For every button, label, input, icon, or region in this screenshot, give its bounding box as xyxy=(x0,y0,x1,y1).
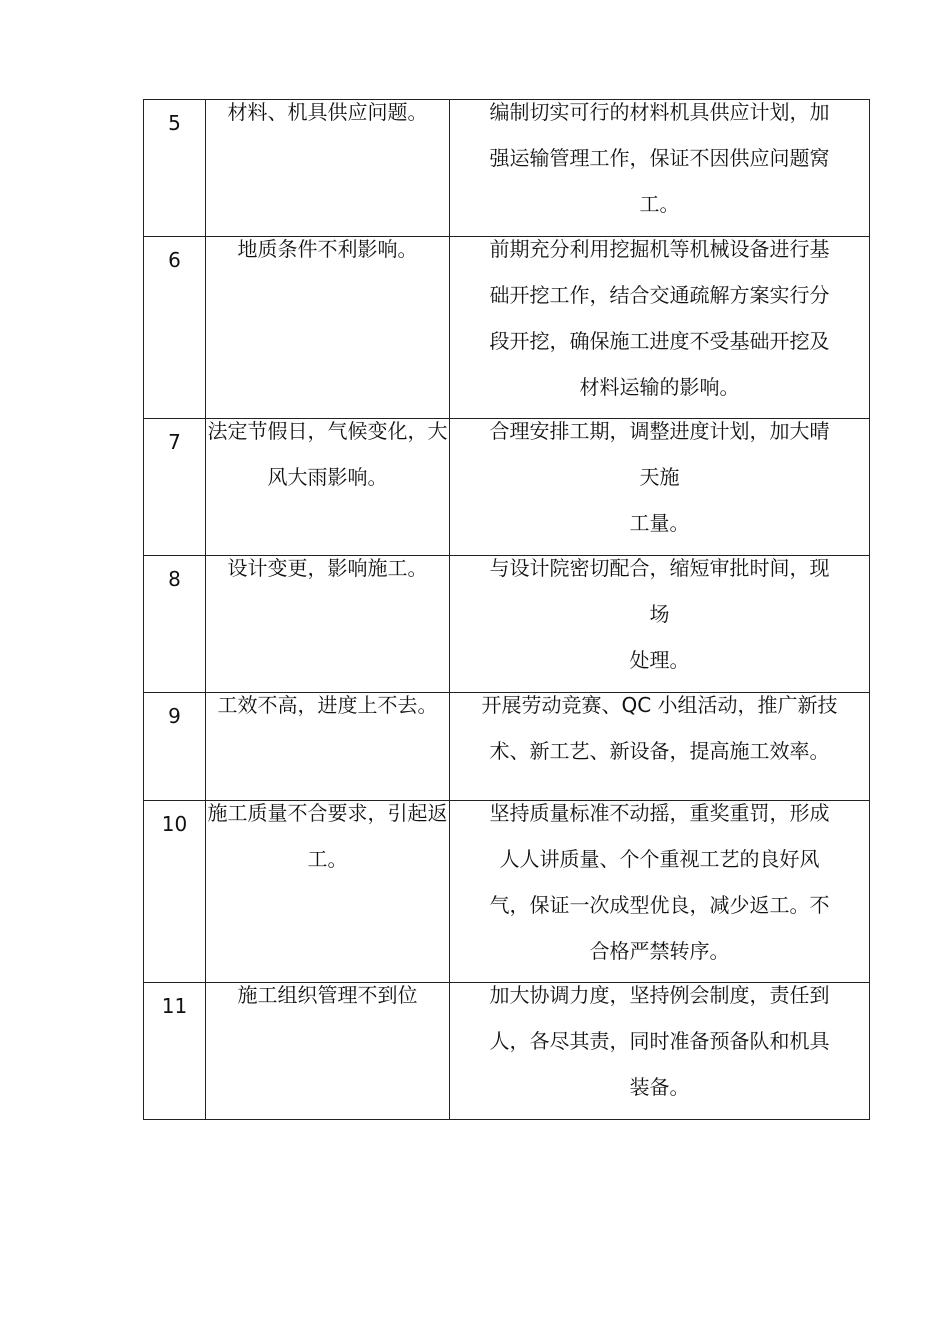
table-row xyxy=(144,693,870,801)
measure-line: 材料运输的影响。 xyxy=(579,375,740,399)
measure-line: 编制切实可行的材料机具供应计划，加 xyxy=(489,100,830,124)
table-row xyxy=(144,237,870,419)
measure-cell xyxy=(450,100,870,237)
measure-line: 强运输管理工作，保证不因供应问题窝 xyxy=(489,146,830,170)
issue-cell xyxy=(206,983,450,1120)
measure-line: 工。 xyxy=(639,192,680,216)
issue-cell xyxy=(206,693,450,801)
row-number: 6 xyxy=(144,237,206,419)
table-row xyxy=(144,801,870,983)
row-number: 10 xyxy=(144,801,206,983)
measure-line: 合格严禁转序。 xyxy=(589,939,730,963)
measure-line: 合理安排工期，调整进度计划，加大晴 xyxy=(489,419,830,443)
row-number: 7 xyxy=(144,419,206,556)
measure-line: 段开挖，确保施工进度不受基础开挖及 xyxy=(489,329,830,353)
measure-cell xyxy=(450,801,870,983)
issue-cell xyxy=(206,556,450,693)
table-row xyxy=(144,556,870,693)
measure-cell xyxy=(450,556,870,693)
row-number: 11 xyxy=(144,983,206,1120)
measure-line: 坚持质量标准不动摇，重奖重罚，形成 xyxy=(489,801,830,825)
measure-line: 气，保证一次成型优良，减少返工。不 xyxy=(489,893,830,917)
issue-text: 设计变更，影响施工。 xyxy=(227,556,428,580)
issue-text: 材料、机具供应问题。 xyxy=(227,100,428,124)
measure-line: 开展劳动竞赛、QC 小组活动，推广新技 xyxy=(481,693,838,717)
measure-line: 与设计院密切配合，缩短审批时间，现 xyxy=(489,556,830,580)
measure-cell xyxy=(450,419,870,556)
issue-cell xyxy=(206,237,450,419)
measure-line: 术、新工艺、新设备，提高施工效率。 xyxy=(489,739,830,763)
issue-text: 施工质量不合要求，引起返工。 xyxy=(207,801,448,871)
table-row xyxy=(144,100,870,237)
measure-line: 础开挖工作，结合交通疏解方案实行分 xyxy=(489,283,830,307)
measure-cell xyxy=(450,693,870,801)
measure-line: 人人讲质量、个个重视工艺的良好风 xyxy=(499,847,820,871)
issue-cell xyxy=(206,801,450,983)
measure-cell xyxy=(450,237,870,419)
measure-cell xyxy=(450,983,870,1120)
measure-line: 人，各尽其责，同时准备预备队和机具 xyxy=(489,1029,830,1053)
measure-line: 天施 xyxy=(639,465,680,489)
row-number: 9 xyxy=(144,693,206,801)
issue-text: 法定节假日，气候变化，大风大雨影响。 xyxy=(207,419,448,489)
table-row xyxy=(144,983,870,1120)
measure-line: 前期充分利用挖掘机等机械设备进行基 xyxy=(489,237,830,261)
measure-line: 加大协调力度，坚持例会制度，责任到 xyxy=(489,983,830,1007)
row-number: 5 xyxy=(144,100,206,237)
measure-line: 处理。 xyxy=(629,648,690,672)
measure-line: 装备。 xyxy=(629,1075,690,1099)
risk-measures-table xyxy=(143,99,870,1120)
issue-text: 工效不高，进度上不去。 xyxy=(217,693,438,717)
issue-text: 施工组织管理不到位 xyxy=(237,983,418,1007)
issue-cell xyxy=(206,419,450,556)
row-number: 8 xyxy=(144,556,206,693)
issue-text: 地质条件不利影响。 xyxy=(237,237,418,261)
table-row xyxy=(144,419,870,556)
measure-line: 工量。 xyxy=(629,511,690,535)
issue-cell xyxy=(206,100,450,237)
measure-line: 场 xyxy=(649,602,670,626)
